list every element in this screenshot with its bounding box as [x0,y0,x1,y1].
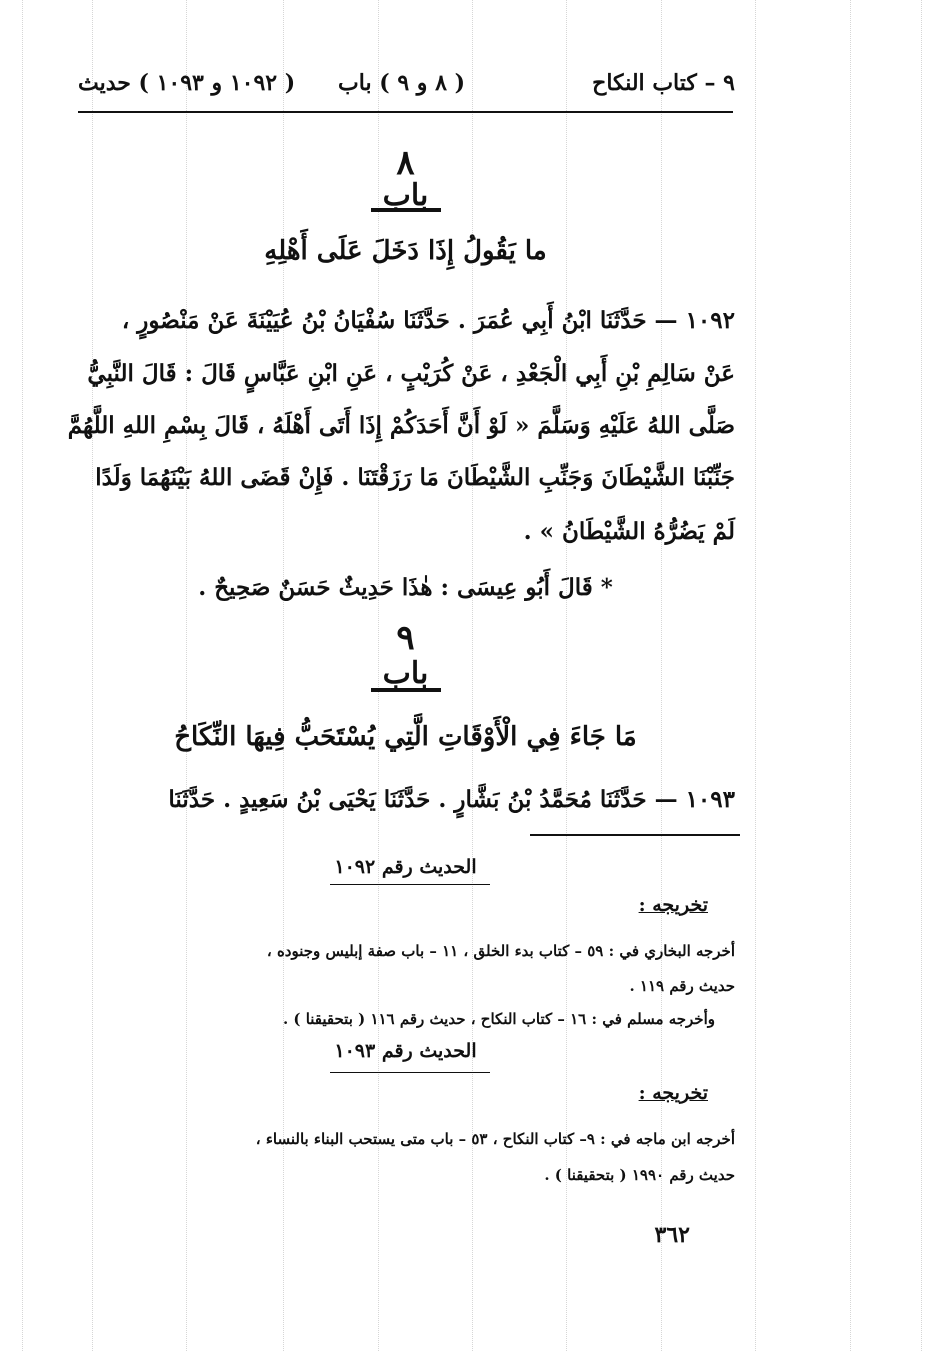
footnote-1092-heading: الحديث رقم ١٠٩٢ [334,856,477,878]
abu-isa-note: * قَالَ أَبُو عِيسَى : هٰذَا حَدِيثٌ حَسَنٌ صَحِيحٌ . [198,574,613,601]
footnote-1093-line-2: حديث رقم ١٩٩٠ ( بتحقيقنا ) . [544,1166,735,1184]
hadith-1093-line-1: ١٠٩٣ — حَدَّثَنَا مُحَمَّدُ بْنُ بَشَّارٍ . حَدَّثَنَا يَحْيَى بْنُ سَعِيدٍ . حَدَّثَنَا [168,786,735,813]
header-hadith-range: ( ١٠٩٢ و ١٠٩٣ ) حديث [78,70,296,96]
footnote-heading-underline [330,884,490,885]
section-9-bab-heading: باب [382,656,429,691]
hadith-1092-line-4: جَنِّبْنَا الشَّيْطَانَ وَجَنِّبِ الشَّيْطَانَ مَا رَزَقْتَنَا . فَإِنْ قَضَى اللهُ بَيْنَهُمَا وَلَدًا [95,464,735,491]
section-8-bab-heading: باب [382,178,429,213]
bab-underline [371,208,441,212]
footnote-1092-line-2: حديث رقم ١١٩ . [629,977,735,995]
footnote-separator [530,834,740,836]
running-header [78,70,735,100]
bab-underline [371,688,441,692]
header-book-title: ٩ – كتاب النكاح [592,70,735,96]
hadith-1092-line-5: لَمْ يَضُرُّهُ الشَّيْطَانُ » . [523,518,735,545]
section-9-number: ٩ [396,618,415,658]
footnote-1092-line-3: وأخرجه مسلم في : ١٦ – كتاب النكاح ، حديث رقم ١١٦ ( بتحقيقنا ) . [282,1010,715,1028]
page-number: ٣٦٢ [654,1222,690,1248]
section-9-title: مَا جَاءَ فِي الْأَوْقَاتِ الَّتِي يُسْتَحَبُّ فِيهَا النِّكَاحُ [174,722,637,752]
section-8-title: ما يَقُولُ إِذَا دَخَلَ عَلَى أَهْلِهِ [264,236,547,266]
footnote-1092-label: تخريجه : [638,894,708,916]
section-8-number: ٨ [396,143,415,183]
header-chapters: ( ٨ و ٩ ) باب [338,70,465,96]
footnote-1093-label: تخريجه : [638,1082,708,1104]
footnote-1093-line-1: أخرجه ابن ماجه في : ٩– كتاب النكاح ، ٥٣ – باب متى يستحب البناء بالنساء ، [255,1130,735,1148]
hadith-1092-line-1: ١٠٩٢ — حَدَّثَنَا ابْنُ أَبِي عُمَرَ . حَدَّثَنَا سُفْيَانُ بْنُ عُيَيْنَةَ عَنْ مَنْصُورٍ ، [121,307,735,334]
footnote-1092-line-1: أخرجه البخاري في : ٥٩ – كتاب بدء الخلق ، ١١ – باب صفة إبليس وجنوده ، [266,942,735,960]
hadith-1092-line-3: صَلَّى اللهُ عَلَيْهِ وَسَلَّمَ « لَوْ أَنَّ أَحَدَكُمْ إِذَا أَتَى أَهْلَهُ ، قَالَ بِسْمِ اللهِ اللَّهُمَّ [67,412,735,439]
footnote-heading-underline [330,1072,490,1073]
header-rule [78,111,733,113]
hadith-1092-line-2: عَنْ سَالِمِ بْنِ أَبِي الْجَعْدِ ، عَنْ كُرَيْبٍ ، عَنِ ابْنِ عَبَّاسٍ قَالَ : قَالَ النَّبِيُّ [87,360,735,387]
footnote-1093-heading: الحديث رقم ١٠٩٣ [334,1040,477,1062]
